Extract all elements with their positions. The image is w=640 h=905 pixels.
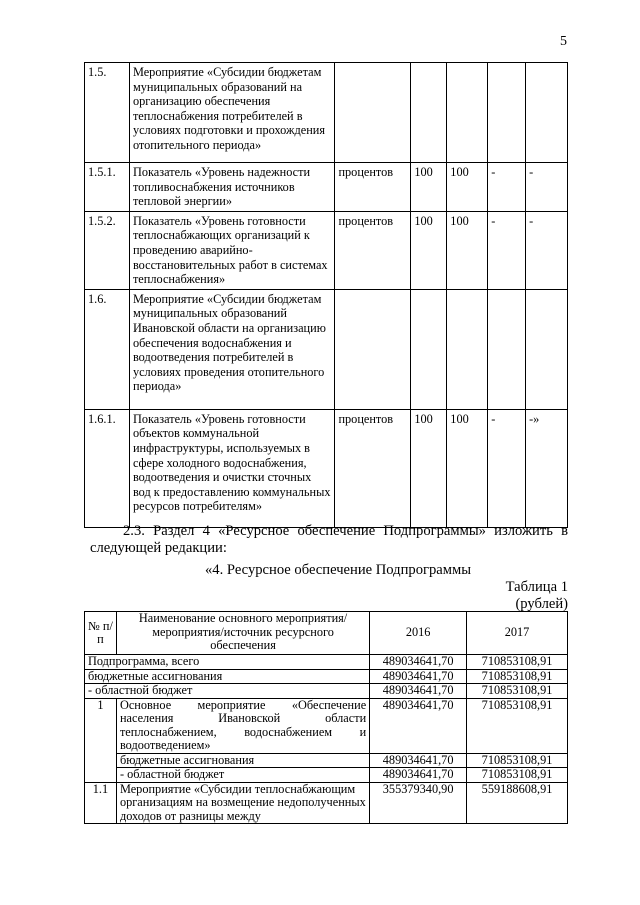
row-label: - областной бюджет [116,768,369,783]
row-value [411,289,447,409]
row-value: -» [526,409,568,527]
row-number: 1.6. [85,289,130,409]
row-value [447,63,488,163]
row-label: бюджетные ассигнования [116,753,369,768]
table-row [85,753,568,768]
value-2016: 489034641,70 [370,684,467,699]
page-number: 5 [560,34,567,49]
amendment-paragraph: 2.3. Раздел 4 «Ресурсное обеспечение Подпрограммы» изложить в следующей редакции: [90,523,568,556]
header-2017: 2017 [467,612,568,655]
value-2017: 559188608,91 [467,782,568,824]
row-value: 100 [411,409,447,527]
row-value: - [488,211,526,289]
row-value: 100 [447,163,488,212]
header-2016: 2016 [370,612,467,655]
row-number: 1.1 [85,782,117,824]
row-value: 100 [411,211,447,289]
row-name: Мероприятие «Субсидии теплоснабжающим организациям на возмещение недополученных доходов от разницы между [116,782,369,824]
table-row [85,409,568,527]
row-value: - [488,163,526,212]
section-title: «4. Ресурсное обеспечение Подпрограммы [205,562,472,578]
value-2017: 710853108,91 [467,655,568,670]
row-value: - [526,163,568,212]
value-2017: 710853108,91 [467,698,568,753]
table-row [85,163,568,212]
table-row [85,63,568,163]
value-2016: 489034641,70 [370,698,467,753]
table-row [85,669,568,684]
header-name: Наименование основного мероприятия/ мероприятия/источник ресурсного обеспечения [116,612,369,655]
unit-label: (рублей) [515,596,568,612]
row-value [488,289,526,409]
value-2016: 489034641,70 [370,669,467,684]
row-name: Показатель «Уровень готовности теплоснабжающих организаций к проведению аварийно-восстановительных работ в системах теплоснабжения» [129,211,335,289]
header-num: № п/п [85,612,117,655]
value-2017: 710853108,91 [467,669,568,684]
row-value: 100 [447,211,488,289]
row-number: 1.5. [85,63,130,163]
table-row [85,655,568,670]
value-2016: 489034641,70 [370,655,467,670]
row-number: 1.5.2. [85,211,130,289]
row-unit: процентов [335,409,411,527]
row-value [488,63,526,163]
row-value [526,289,568,409]
row-unit: процентов [335,211,411,289]
value-2016: 355379340,90 [370,782,467,824]
row-value: 100 [411,163,447,212]
row-name: Показатель «Уровень готовности объектов коммунальной инфраструктуры, используемых в сфере холодного водоснабжения, водоотведения и очистки сточных вод к предоставлению коммунальных ресурсов потребителям» [129,409,335,527]
row-name: Мероприятие «Субсидии бюджетам муниципальных образований Ивановской области на организацию обеспечения водоснабжения и водоотведения потребителей в условиях проведения отопительного периода» [129,289,335,409]
row-unit [335,289,411,409]
row-label: бюджетные ассигнования [85,669,370,684]
table-row [85,768,568,783]
value-2016: 489034641,70 [370,768,467,783]
row-unit [335,63,411,163]
row-label: - областной бюджет [85,684,370,699]
table-label: Таблица 1 [505,579,568,595]
row-name: Показатель «Уровень надежности топливоснабжения источников тепловой энергии» [129,163,335,212]
row-value: - [526,211,568,289]
row-number: 1 [85,698,117,782]
table-row [85,698,568,753]
indicators-table [84,62,568,528]
row-unit: процентов [335,163,411,212]
row-label: Подпрограмма, всего [85,655,370,670]
row-value: 100 [447,409,488,527]
row-value [411,63,447,163]
row-number: 1.6.1. [85,409,130,527]
table-header-row [85,612,568,655]
value-2017: 710853108,91 [467,684,568,699]
row-value: - [488,409,526,527]
table-row [85,782,568,824]
value-2017: 710853108,91 [467,753,568,768]
row-value [526,63,568,163]
row-name: Основное мероприятие «Обеспечение населения Ивановской области теплоснабжением, водоснабжением и водоотведением» [116,698,369,753]
table-row [85,289,568,409]
row-value [447,289,488,409]
table-row [85,684,568,699]
table-row [85,211,568,289]
row-name: Мероприятие «Субсидии бюджетам муниципальных образований на организацию обеспечения теплоснабжения потребителей в условиях подготовки и прохождения отопительного периода» [129,63,335,163]
row-number: 1.5.1. [85,163,130,212]
value-2017: 710853108,91 [467,768,568,783]
resource-table [84,611,568,824]
value-2016: 489034641,70 [370,753,467,768]
